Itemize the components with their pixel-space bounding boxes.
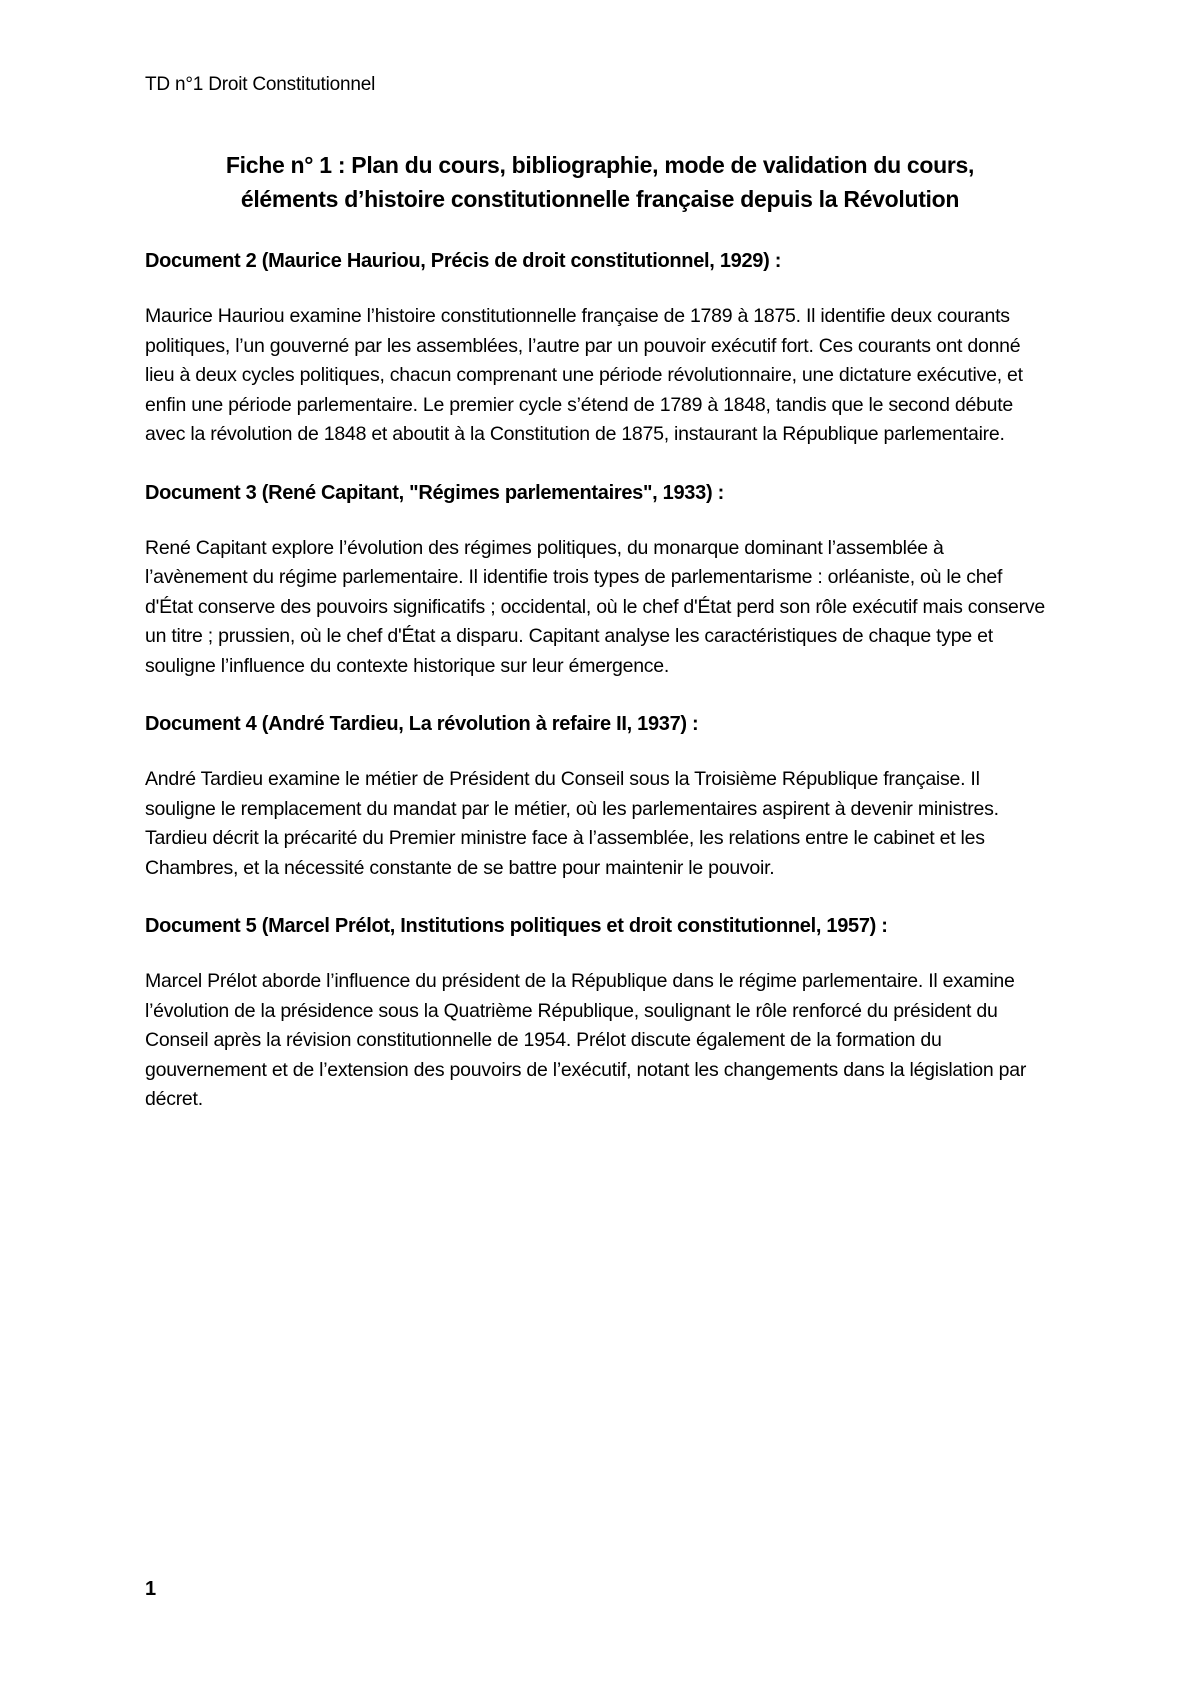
document-2-body: Maurice Hauriou examine l’histoire constitutionnelle française de 1789 à 1875. Il identifie deux courants politiques, l’un gouverné par les assemblées, l’autre par un pouvoir exécutif fort. Ces courants ont donné lieu à deux cycles politiques, chacun comprenant une période révolutionnaire, une dictature exécutive, et enfin une période parlementaire. Le premier cycle s’étend de 1789 à 1848, tandis que le second débute avec la révolution de 1848 et aboutit à la Constitution de 1875, instaurant la République parlementaire. — [145, 305, 1023, 445]
running-header: TD n°1 Droit Constitutionnel — [145, 74, 376, 95]
document-5-body: Marcel Prélot aborde l’influence du président de la République dans le régime parlementaire. Il examine l’évolution de la présidence sous la Quatrième République, soulignant le rôle renforcé du président du Conseil après la révision constitutionnelle de 1954. Prélot discute également de la formation du gouvernement et de l’extension des pouvoirs de l’exécutif, notant les changements dans la législation par décret. — [145, 970, 1027, 1110]
document-2-heading: Document 2 (Maurice Hauriou, Précis de droit constitutionnel, 1929) : — [145, 250, 782, 272]
page-number: 1 — [145, 1578, 157, 1600]
document-4-heading: Document 4 (André Tardieu, La révolution à refaire II, 1937) : — [145, 713, 699, 735]
document-content — [145, 246, 1050, 1143]
document-4-section — [145, 709, 1050, 883]
document-5-section — [145, 911, 1050, 1115]
document-4-body: André Tardieu examine le métier de Président du Conseil sous la Troisième République française. Il souligne le remplacement du mandat par le métier, où les parlementaires aspirent à devenir ministres. Tardieu décrit la précarité du Premier ministre face à l’assemblée, les relations entre le cabinet et les Chambres, et la nécessité constante de se battre pour maintenir le pouvoir. — [145, 768, 999, 879]
document-2-section — [145, 246, 1050, 450]
document-3-body: René Capitant explore l’évolution des régimes politiques, du monarque dominant l’assemblée à l’avènement du régime parlementaire. Il identifie trois types de parlementarisme : orléaniste, où le chef d'État conserve des pouvoirs significatifs ; occidental, où le chef d'État perd son rôle exécutif mais conserve un titre ; prussien, où le chef d'État a disparu. Capitant analyse les caractéristiques de chaque type et souligne l’influence du contexte historique sur leur émergence. — [145, 536, 1045, 677]
page-title — [110, 148, 1090, 216]
title-line-1: Fiche n° 1 : Plan du cours, bibliographie, mode de validation du cours, — [225, 152, 975, 178]
document-3-heading: Document 3 (René Capitant, "Régimes parlementaires", 1933) : — [145, 481, 724, 504]
document-3-section — [145, 478, 1050, 682]
document-5-heading: Document 5 (Marcel Prélot, Institutions politiques et droit constitutionnel, 1957) : — [145, 915, 888, 937]
title-line-2: éléments d’histoire constitutionnelle française depuis la Révolution — [240, 186, 960, 212]
